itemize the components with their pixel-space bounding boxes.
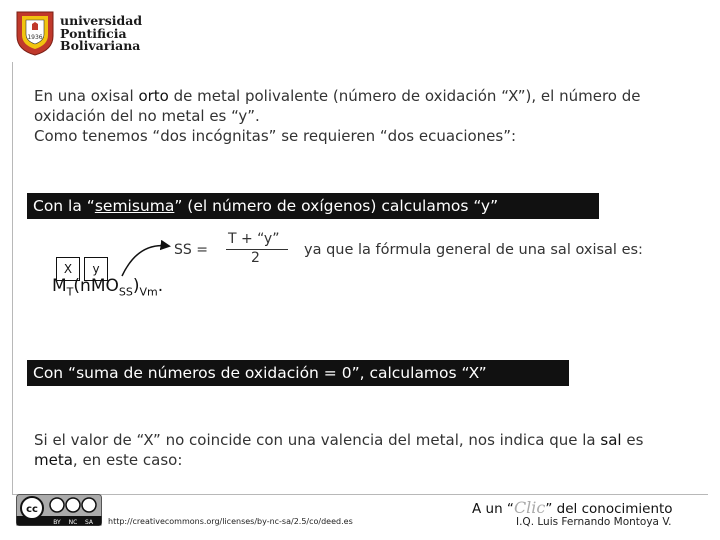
intro-line-1 — [34, 86, 696, 106]
intro-text: En una oxisal — [34, 87, 139, 105]
outro-paragraph — [34, 430, 696, 470]
band1-post: ” (el número de oxígenos) calculamos “y” — [174, 197, 499, 215]
formula-part: (nMO — [73, 276, 119, 296]
formula-sub: T — [66, 285, 74, 299]
intro-paragraph — [34, 86, 696, 146]
svg-text:cc: cc — [26, 504, 38, 515]
university-name-line2: Pontificia — [60, 25, 127, 41]
formula-sub: SS — [118, 285, 133, 299]
band1-pre: Con la “ — [33, 197, 95, 215]
crest-year: 1936 — [27, 34, 43, 41]
slogan-text: ” del conocimiento — [545, 501, 673, 517]
outro-text: Si el valor de “X” no coincide con una valencia del metal, nos indica que la — [34, 431, 601, 449]
formula-part: . — [157, 276, 164, 296]
keyword-orto: orto — [138, 87, 169, 105]
university-crest-icon — [14, 10, 56, 56]
outro-text: , en este caso: — [72, 451, 183, 469]
slogan-text: A un “ — [472, 501, 514, 517]
oxidation-sum-heading-band: Con “suma de números de oxidación = 0”, calculamos “X” — [27, 360, 569, 386]
formula-sub: Vm — [139, 285, 158, 299]
keyword-meta: meta — [34, 451, 73, 469]
intro-text: de metal polivalente (número de oxidación “X”), el número de — [168, 87, 641, 105]
band1-underlined: semisuma — [94, 197, 175, 215]
keyword-sal: sal — [600, 431, 622, 449]
cc-label-by: BY — [53, 519, 61, 526]
formula-explanation: ya que la fórmula general de una sal oxisal es: — [304, 242, 643, 258]
formula-part: ) — [132, 276, 140, 296]
footer-slogan — [472, 498, 673, 517]
unknown-y-box: y — [84, 257, 108, 281]
frame-left-line — [12, 62, 13, 494]
fraction-numerator: T + “y” — [228, 231, 280, 247]
outro-text: es — [621, 431, 644, 449]
frame-bottom-line — [12, 494, 708, 495]
cc-label-sa: SA — [84, 519, 94, 526]
university-name — [60, 15, 142, 53]
intro-line-3: Como tenemos “dos incógnitas” se requieren “dos ecuaciones”: — [34, 127, 517, 145]
semisum-lhs: SS = — [174, 242, 208, 258]
unknown-x-box: X — [56, 257, 80, 281]
cc-label-nc: NC — [68, 519, 78, 526]
university-name-line3: Bolivariana — [60, 38, 141, 53]
fraction-denominator: 2 — [251, 250, 260, 266]
general-oxisal-formula — [52, 276, 163, 298]
formula-part: M — [52, 276, 67, 296]
slogan-clic: Clic — [513, 498, 546, 517]
author-credit: I.Q. Luis Fernando Montoya V. — [516, 516, 672, 528]
university-logo — [14, 10, 143, 58]
license-link[interactable]: http://creativecommons.org/licenses/by-nc-sa/2.5/co/deed.es — [108, 517, 353, 526]
intro-line-2: oxidación del no metal es “y”. — [34, 107, 260, 125]
semisum-heading-band — [27, 193, 599, 219]
creative-commons-badge-icon[interactable] — [16, 494, 102, 526]
university-name-line1: universidad — [60, 13, 143, 28]
